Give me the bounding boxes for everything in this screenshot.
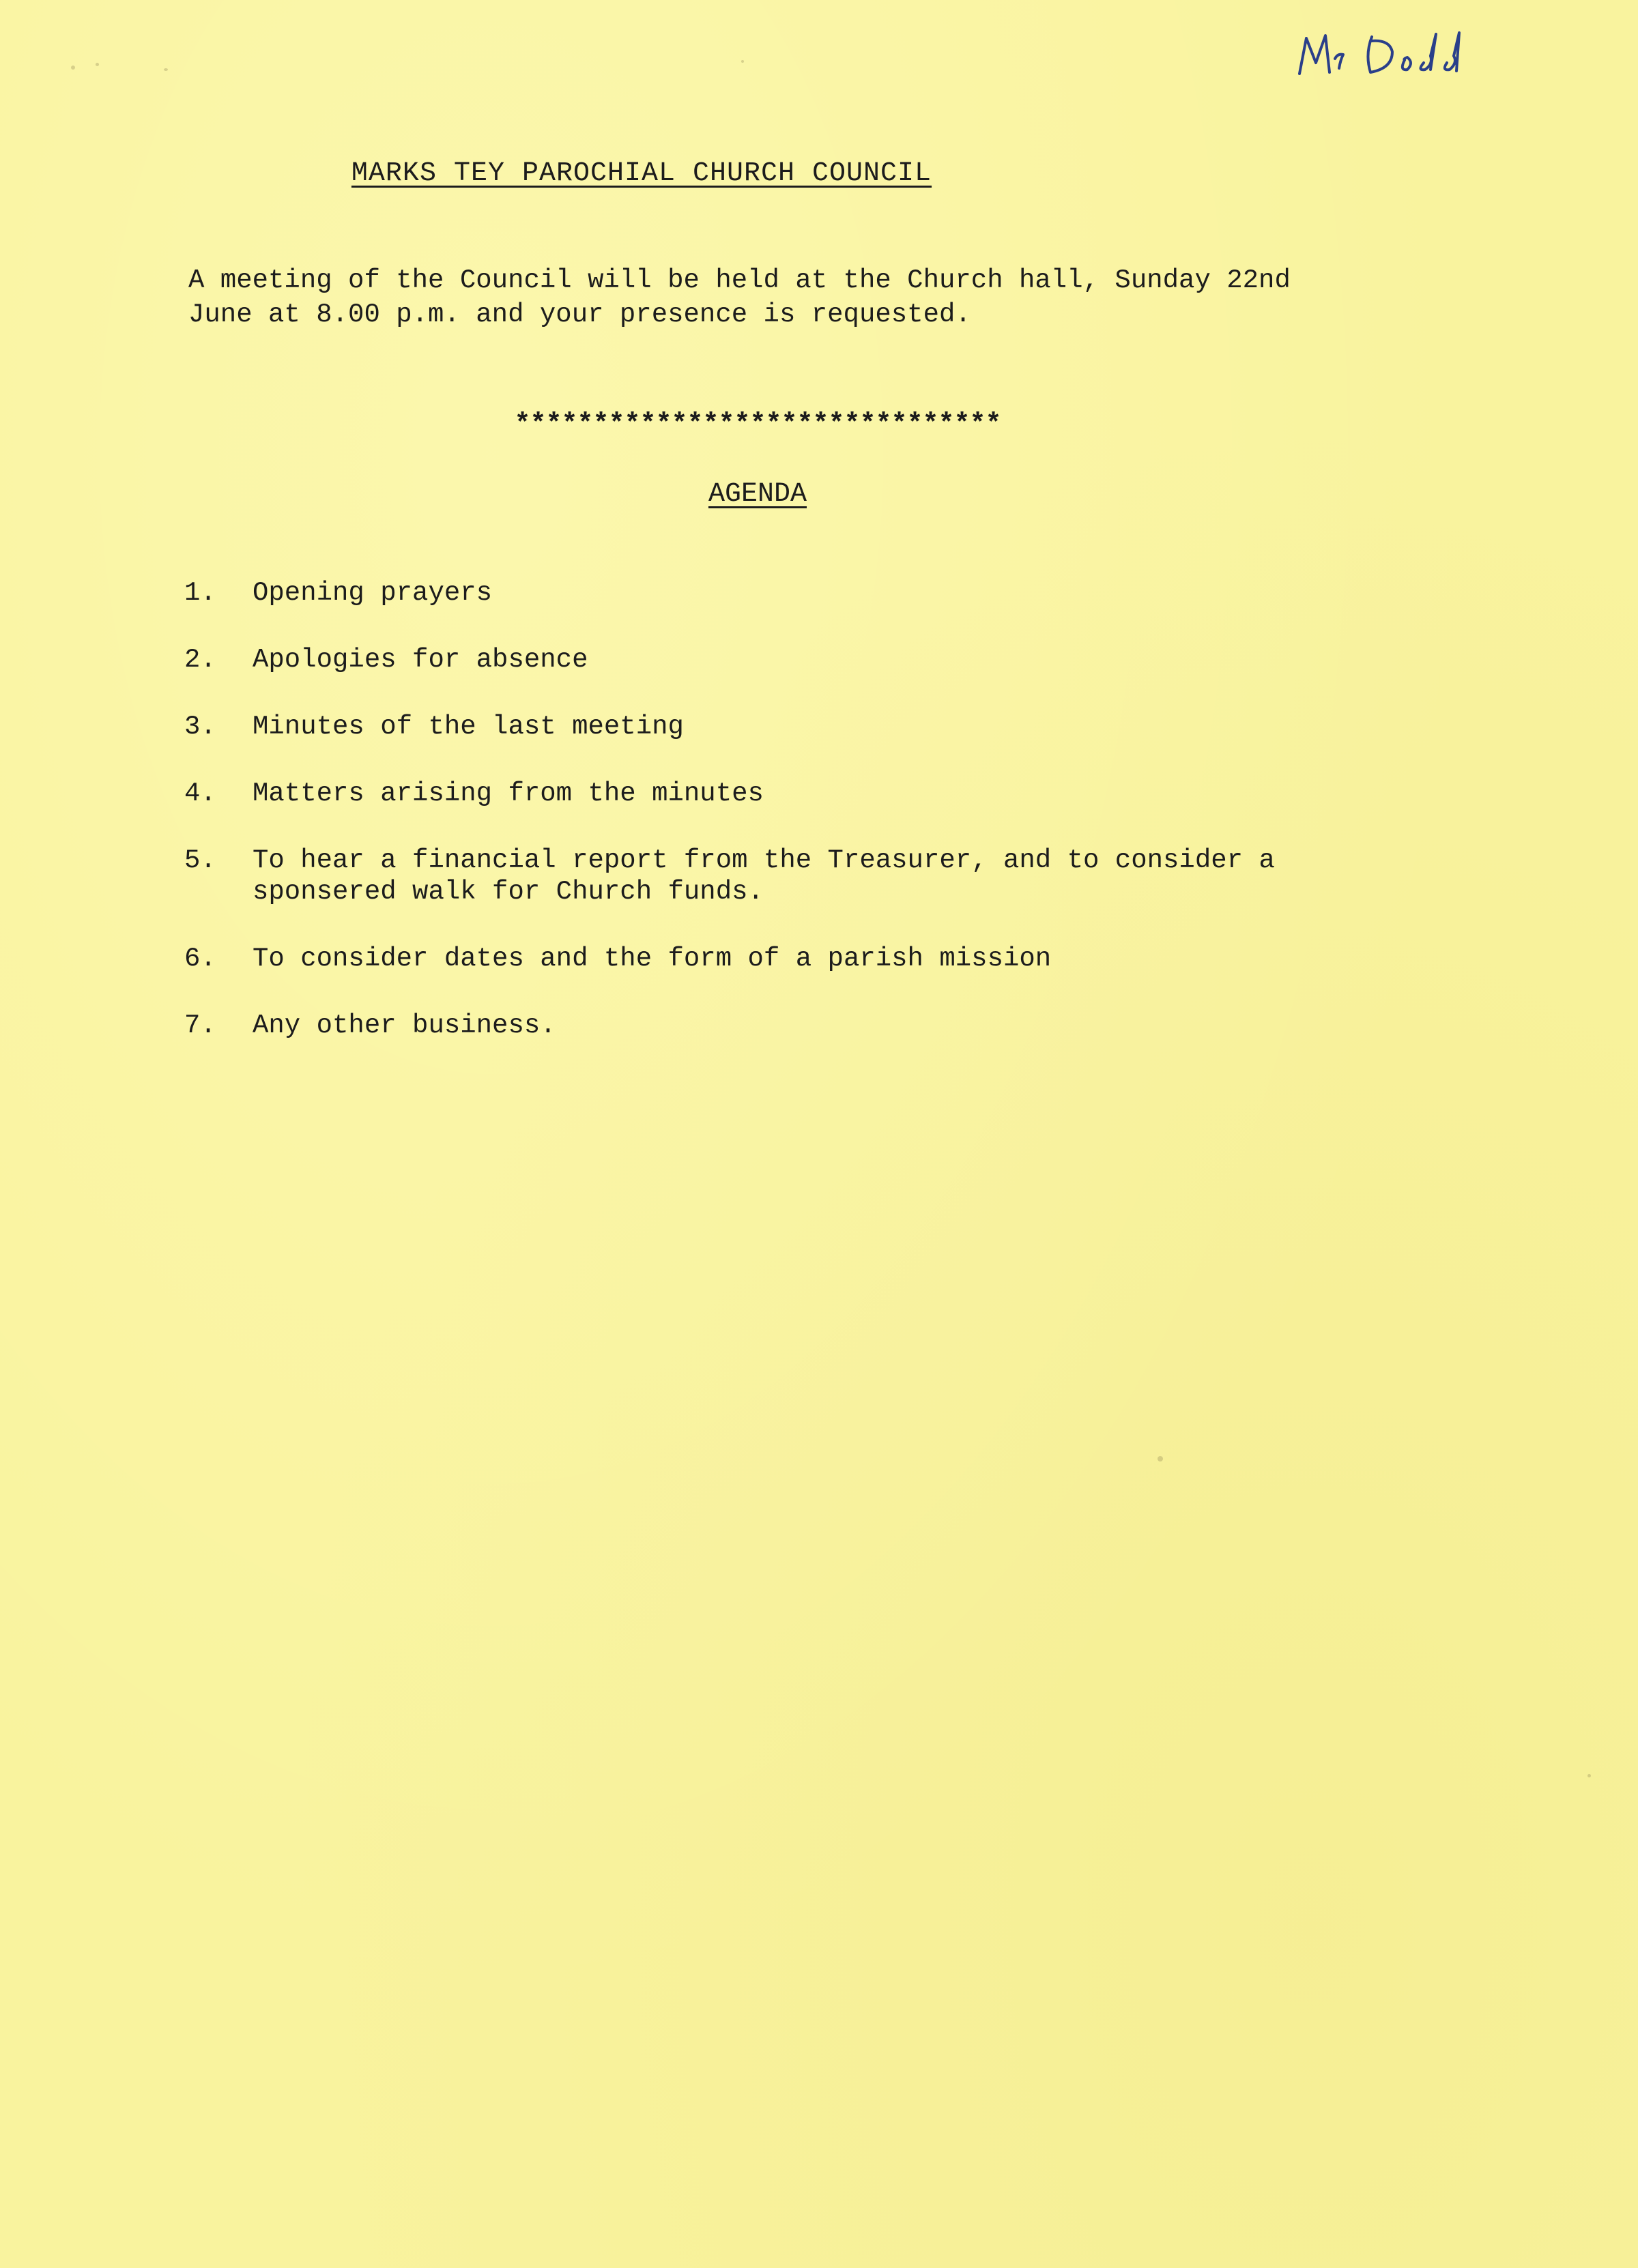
agenda-heading: AGENDA <box>708 479 807 510</box>
agenda-item-number: 7. <box>184 1011 216 1041</box>
asterisk-divider: ******************************* <box>514 409 1001 440</box>
agenda-item-text: Apologies for absence <box>253 645 588 675</box>
agenda-item-number: 2. <box>184 645 216 675</box>
agenda-item-text: To hear a financial report from the Treasurer, and to consider a sponsered walk for Church funds. <box>253 845 1275 907</box>
agenda-item-text: Minutes of the last meeting <box>253 712 684 742</box>
agenda-item-text: Any other business. <box>253 1011 556 1041</box>
handwritten-signature <box>1290 20 1508 89</box>
paper-speck <box>164 68 168 71</box>
paper-speck <box>1587 1774 1591 1777</box>
meeting-notice: A meeting of the Council will be held at the Church hall, Sunday 22nd June at 8.00 p.m. and your presence is requested. <box>188 265 1291 330</box>
agenda-item-number: 4. <box>184 779 216 809</box>
paper-speck <box>741 60 744 63</box>
paper-speck <box>1158 1456 1163 1462</box>
agenda-item-number: 6. <box>184 944 216 974</box>
agenda-item <box>184 845 1385 907</box>
agenda-item <box>184 1010 1385 1041</box>
agenda-item <box>184 778 1385 809</box>
agenda-item <box>184 577 1385 609</box>
agenda-item-number: 1. <box>184 578 216 608</box>
paper-speck <box>71 66 75 70</box>
agenda-item-text: To consider dates and the form of a parish mission <box>253 944 1052 974</box>
agenda-item-text: Matters arising from the minutes <box>253 779 764 809</box>
agenda-item <box>184 711 1385 742</box>
agenda-list <box>184 577 1385 1077</box>
agenda-item-number: 5. <box>184 845 216 875</box>
paper-speck <box>96 63 99 66</box>
document-title: MARKS TEY PAROCHIAL CHURCH COUNCIL <box>351 158 932 189</box>
agenda-item <box>184 644 1385 675</box>
agenda-item-number: 3. <box>184 712 216 742</box>
agenda-item-text: Opening prayers <box>253 578 493 608</box>
agenda-item <box>184 943 1385 974</box>
